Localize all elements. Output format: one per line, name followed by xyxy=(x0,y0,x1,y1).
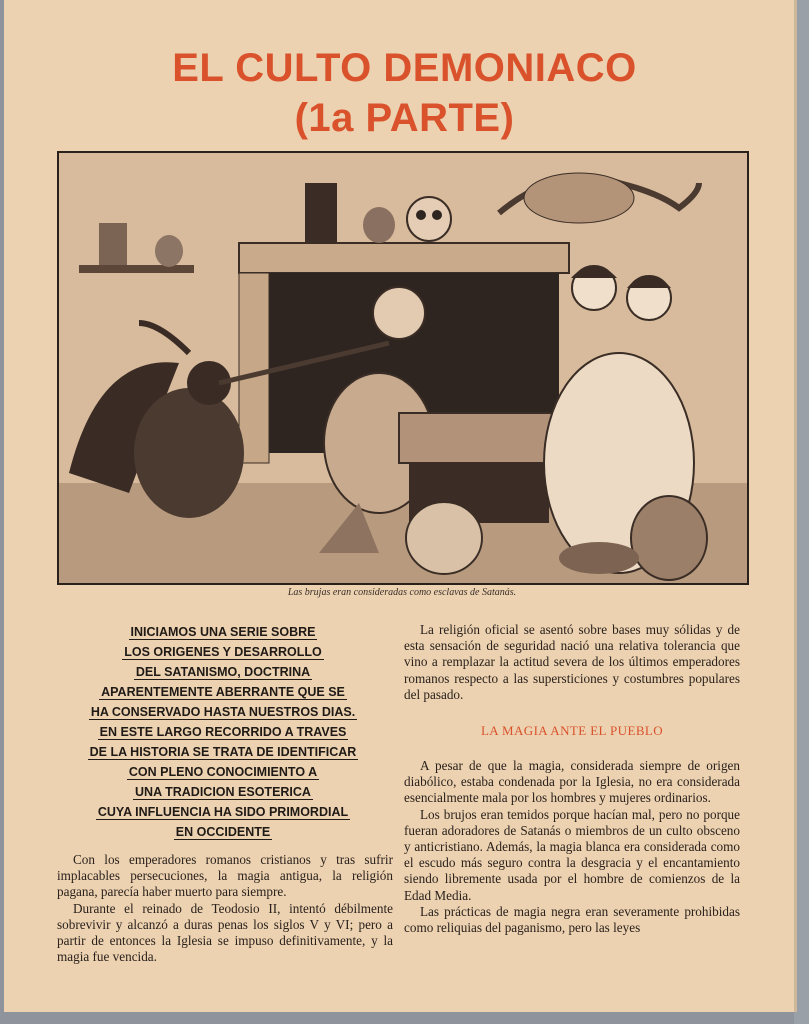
intro-text: CUYA INFLUENCIA HA SIDO PRIMORDIAL xyxy=(97,805,349,819)
intro-line xyxy=(78,623,368,643)
right-column-body xyxy=(404,758,740,936)
illustration-caption: Las brujas eran consideradas como esclavas de Satanás. xyxy=(287,587,517,598)
left-column-body xyxy=(57,852,393,965)
intro-text: INICIAMOS UNA SERIE SOBRE xyxy=(130,625,316,639)
intro-text: CON PLENO CONOCIMIENTO A xyxy=(128,765,318,779)
paragraph: Con los emperadores romanos cristianos y tras sufrir implacables persecuciones, la magia antigua, la religión pagana, parecía haber muerto para siempre. xyxy=(57,852,393,900)
intro-line xyxy=(78,763,368,783)
article-subtitle: (1a PARTE) xyxy=(294,96,515,140)
paragraph: Los brujos eran temidos porque hacían mal, pero no porque fueran adoradores de Satanás o miembros de un culto obsceno y anticristiano. Además, la magia blanca era considerada como el escudo más seguro contra la desgracia y el encantamiento siendo libremente usada por el hombre de comienzos de la Edad Media. xyxy=(404,806,740,903)
article-title: EL CULTO DEMONIACO xyxy=(172,46,637,90)
intro-line xyxy=(78,643,368,663)
intro-block xyxy=(78,623,368,843)
intro-line xyxy=(78,683,368,703)
paragraph: La religión oficial se asentó sobre bases muy sólidas y de esta sensación de seguridad nació una relativa tolerancia que vino a remplazar la actitud severa de los últimos emperadores romanos respecto a las supersticiones y costumbres populares del pasado. xyxy=(404,622,740,702)
engraving-illustration xyxy=(57,151,749,585)
paragraph: A pesar de que la magia, considerada siempre de origen diabólico, estaba condenada por la Iglesia, no era considerada esencialmente mala por los hombres y mujeres ordinarios. xyxy=(404,758,740,806)
intro-line xyxy=(78,783,368,803)
intro-text: DE LA HISTORIA SE TRATA DE IDENTIFICAR xyxy=(89,745,357,759)
intro-text: HA CONSERVADO HASTA NUESTROS DIAS. xyxy=(90,705,356,719)
intro-line xyxy=(78,823,368,843)
intro-text: LOS ORIGENES Y DESARROLLO xyxy=(124,645,322,659)
paragraph: Durante el reinado de Teodosio II, intentó débilmente sobrevivir y alcanzó a duras penas los siglos V y VI; pero a partir de entonces la Iglesia se impuso definitivamente, y la magia fue vencida. xyxy=(57,900,393,965)
intro-line xyxy=(78,663,368,683)
intro-text: APARENTEMENTE ABERRANTE QUE SE xyxy=(101,685,345,699)
section-heading: LA MAGIA ANTE EL PUEBLO xyxy=(480,723,664,738)
intro-line xyxy=(78,723,368,743)
intro-line xyxy=(78,803,368,823)
right-column-intro xyxy=(404,622,740,703)
intro-text: EN OCCIDENTE xyxy=(175,825,271,839)
intro-text: DEL SATANISMO, DOCTRINA xyxy=(135,665,311,679)
intro-line xyxy=(78,743,368,763)
intro-text: EN ESTE LARGO RECORRIDO A TRAVES xyxy=(99,725,347,739)
paragraph: Las prácticas de magia negra eran severamente prohibidas como reliquias del paganismo, pero las leyes xyxy=(404,903,740,936)
intro-text: UNA TRADICION ESOTERICA xyxy=(135,785,311,799)
intro-line xyxy=(78,703,368,723)
